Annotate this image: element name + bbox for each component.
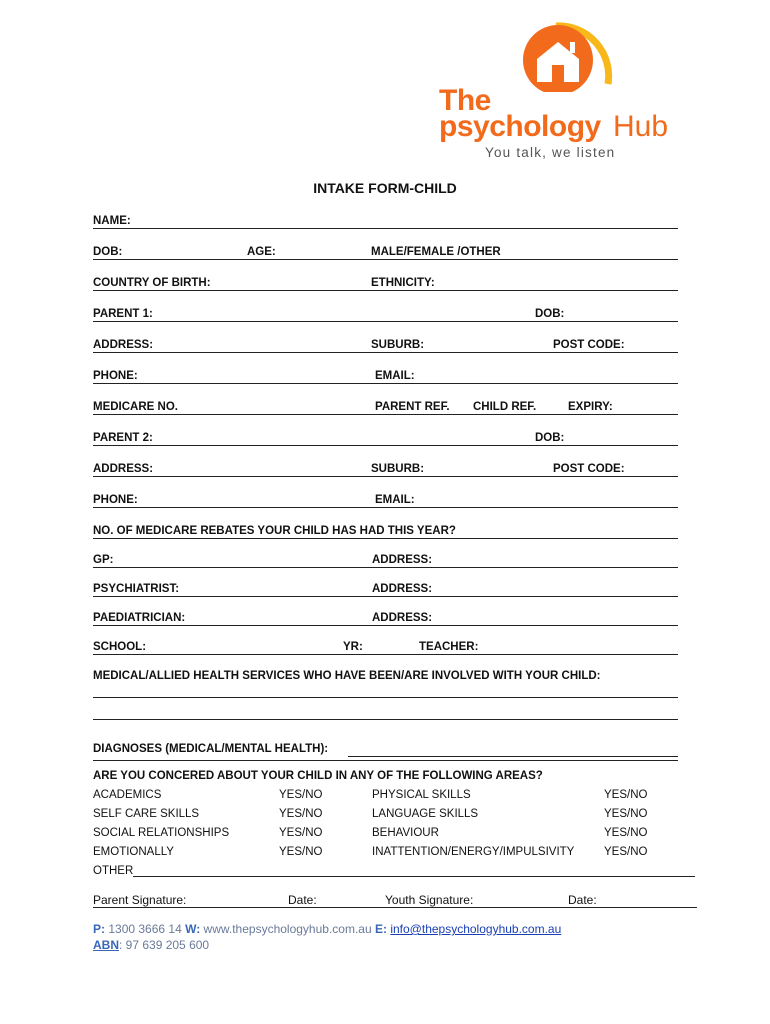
health-services-line-1[interactable] [93,697,678,698]
suburb2-label: SUBURB: [371,463,425,475]
paediatrician-label: PAEDIATRICIAN: [93,612,186,624]
diagnoses-field[interactable] [348,756,678,757]
parent2-label: PARENT 2: [93,432,153,444]
concerns-question: ARE YOU CONCERED ABOUT YOUR CHILD IN ANY OF THE FOLLOWING AREAS? [93,770,543,782]
medicare-field[interactable] [93,414,678,415]
concern-area-physical: PHYSICAL SKILLS [372,789,471,801]
expiry-label: EXPIRY: [568,401,613,413]
name-field[interactable] [93,228,678,229]
diagnoses-line-2[interactable] [93,760,678,761]
parent-ref-label: PARENT REF. [375,401,450,413]
footer-website-label: W: [185,922,201,936]
paediatrician-field[interactable] [93,625,678,626]
parent2-dob-label: DOB: [535,432,565,444]
gender-label: MALE/FEMALE /OTHER [371,246,501,258]
footer-phone-label: P: [93,922,105,936]
phone1-row [93,366,678,384]
concern-area-social: SOCIAL RELATIONSHIPS [93,827,230,839]
psychology-hub-logo [436,22,686,162]
psychiatrist-label: PSYCHIATRIST: [93,583,180,595]
phone1-label: PHONE: [93,370,138,382]
concern-answer-emotionally[interactable]: YES/NO [279,846,323,858]
name-row [93,211,678,229]
name-label: NAME: [93,215,131,227]
suburb1-label: SUBURB: [371,339,425,351]
footer-abn-sep: : [119,938,126,952]
school-row [93,637,678,655]
concern-answer-academics[interactable]: YES/NO [279,789,323,801]
footer-abn: 97 639 205 600 [125,938,210,952]
footer-phone: 1300 3666 14 [108,922,182,936]
country-field[interactable] [93,290,678,291]
logo-name-light: Hub [613,110,669,143]
address2-label: ADDRESS: [93,463,154,475]
youth-signature-label: Youth Signature: [385,893,474,907]
dob-label: DOB: [93,246,123,258]
gp-address-label: ADDRESS: [372,554,433,566]
form-title: INTAKE FORM-CHILD [313,180,457,196]
concern-answer-self-care[interactable]: YES/NO [279,808,323,820]
parent1-dob-label: DOB: [535,308,565,320]
logo-name-line1: The [439,84,491,117]
other-field[interactable] [133,876,695,877]
age-label: AGE: [247,246,276,258]
address1-field[interactable] [93,352,678,353]
teacher-label: TEACHER: [419,641,479,653]
yr-label: YR: [343,641,363,653]
gp-row [93,550,678,568]
country-row [93,273,678,291]
psychiatrist-row [93,579,678,597]
paediatrician-address-label: ADDRESS: [372,612,433,624]
medicare-row [93,397,678,415]
gp-label: GP: [93,554,114,566]
parent-date-label: Date: [288,893,317,907]
youth-date-label: Date: [568,893,597,907]
diagnoses-row [93,739,678,757]
phone2-field[interactable] [93,507,678,508]
concern-area-language: LANGUAGE SKILLS [372,808,479,820]
footer-website[interactable]: www.thepsychologyhub.com.au [203,922,372,936]
parent1-label: PARENT 1: [93,308,153,320]
dob-row [93,242,678,260]
school-label: SCHOOL: [93,641,147,653]
concern-area-emotionally: EMOTIONALLY [93,846,174,858]
health-services-label: MEDICAL/ALLIED HEALTH SERVICES WHO HAVE BEEN/ARE INVOLVED WITH YOUR CHILD: [93,670,601,682]
parent-signature-label: Parent Signature: [93,893,187,907]
email2-label: EMAIL: [375,494,415,506]
medicare-rebates-row [93,521,678,539]
gp-field[interactable] [93,567,678,568]
footer-email-label: E: [374,922,387,936]
address1-label: ADDRESS: [93,339,154,351]
parent1-row [93,304,678,322]
phone2-label: PHONE: [93,494,138,506]
concern-answer-social[interactable]: YES/NO [279,827,323,839]
dob-field[interactable] [93,259,678,260]
psychiatrist-address-label: ADDRESS: [372,583,433,595]
address1-row [93,335,678,353]
address2-row [93,459,678,477]
concern-area-academics: ACADEMICS [93,789,162,801]
concern-answer-behaviour[interactable]: YES/NO [604,827,648,839]
concern-area-self-care: SELF CARE SKILLS [93,808,200,820]
parent2-row [93,428,678,446]
footer-abn-line [93,938,209,952]
school-field[interactable] [93,654,678,655]
diagnoses-label: DIAGNOSES (MEDICAL/MENTAL HEALTH): [93,743,329,755]
medicare-no-label: MEDICARE NO. [93,401,178,413]
postcode1-label: POST CODE: [553,339,625,351]
parent2-field[interactable] [93,445,678,446]
concern-area-other: OTHER [93,865,134,877]
footer-email-link[interactable]: info@thepsychologyhub.com.au [390,922,562,936]
concern-area-behaviour: BEHAVIOUR [372,827,439,839]
address2-field[interactable] [93,476,678,477]
parent1-field[interactable] [93,321,678,322]
footer-contact-line [93,922,561,936]
child-ref-label: CHILD REF. [473,401,537,413]
psychiatrist-field[interactable] [93,596,678,597]
email1-label: EMAIL: [375,370,415,382]
concern-answer-language[interactable]: YES/NO [604,808,648,820]
footer-abn-label: ABN [93,938,119,952]
medicare-rebates-field[interactable] [93,538,678,539]
signature-line[interactable] [93,907,697,908]
phone2-row [93,490,678,508]
postcode2-label: POST CODE: [553,463,625,475]
house-in-circle-icon [436,22,686,92]
concern-answer-inattention[interactable]: YES/NO [604,846,648,858]
health-services-line-2[interactable] [93,719,678,720]
concern-answer-physical[interactable]: YES/NO [604,789,648,801]
logo-name-bold: psychology [439,110,601,143]
medicare-rebates-label: NO. OF MEDICARE REBATES YOUR CHILD HAS HAD THIS YEAR? [93,525,456,537]
paediatrician-row [93,608,678,626]
concern-area-inattention: INATTENTION/ENERGY/IMPULSIVITY [372,846,575,858]
logo-tagline: You talk, we listen [485,145,616,160]
country-of-birth-label: COUNTRY OF BIRTH: [93,277,211,289]
phone1-field[interactable] [93,383,678,384]
ethnicity-label: ETHNICITY: [371,277,435,289]
